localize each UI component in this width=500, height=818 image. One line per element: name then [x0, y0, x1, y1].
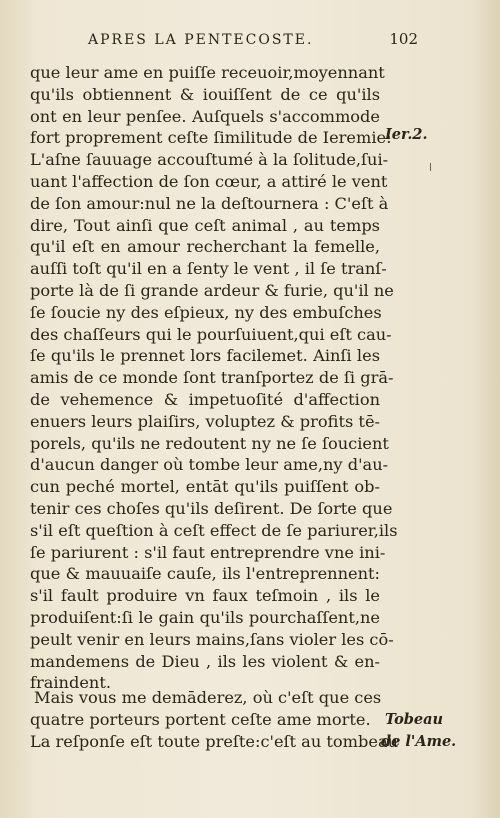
- text-line: Mais vous me demāderez, où c'eſt que ces: [34, 688, 382, 707]
- margin-note-jer: Ier.2.: [385, 126, 428, 143]
- running-header: [88, 30, 418, 48]
- margin-note-tombeau: Tobeau: [385, 711, 444, 728]
- main-paragraph: [30, 62, 398, 694]
- text-line: fraindent.: [30, 673, 112, 693]
- text-line: que leur ame en puiſſe receuoir,moyennant: [30, 63, 385, 82]
- text-line: porels, qu'ils ne redoutent ny ne ſe ſoucient: [30, 433, 389, 453]
- text-line: peult venir en leurs mains,ſans violer les cō-: [30, 629, 394, 649]
- text-line: de vehemence & impetuoſité d'affection: [30, 389, 380, 409]
- text-line: ſe pariurent : s'il faut entreprendre vne ini-: [30, 542, 386, 562]
- text-line: L'aſne ſauuage accouſtumé à la ſolitude,ſui-: [30, 150, 389, 170]
- text-line: s'il eſt queſtion à ceſt effect de ſe pariurer,ils: [30, 520, 398, 540]
- text-line: d'aucun danger où tombe leur ame,ny d'au-: [30, 455, 389, 475]
- text-line: tenir ces choſes qu'ils deſirent. De ſorte que: [30, 498, 393, 518]
- text-line: de ſon amour:nul ne la deſtournera : C'eſt à: [30, 193, 389, 213]
- text-line: ſe qu'ils le prennet lors facilemet. Ainſi les: [30, 346, 380, 366]
- text-line: qu'il eſt en amour recherchant la femelle,: [30, 237, 380, 257]
- text-line: La reſponſe eſt toute preſte:c'eſt au tombeau: [30, 731, 399, 751]
- text-line: s'il fault produire vn faux teſmoin , ils le: [30, 586, 380, 606]
- text-line: qu'ils obtiennent & iouiſſent de ce qu'ils: [30, 84, 380, 104]
- second-paragraph: [30, 687, 399, 752]
- text-line: enuers leurs plaiſirs, voluptez & profits tē-: [30, 411, 380, 431]
- text-line: uant l'affection de ſon cœur, a attiré le vent: [30, 171, 388, 191]
- text-line: porte là de ſi grande ardeur & furie, qu'il ne: [30, 280, 394, 300]
- text-line: dire, Tout ainſi que ceſt animal , au temps: [30, 215, 380, 235]
- text-line: produiſent:ſi le gain qu'ils pourchaſſent,ne: [30, 607, 380, 627]
- margin-note-ame: de l'Ame.: [381, 733, 457, 750]
- text-line: que & mauuaiſe cauſe, ils l'entreprennent:: [30, 564, 380, 584]
- text-line: auſſi toſt qu'il en a ſenty le vent , il ſe tranſ-: [30, 259, 387, 279]
- text-line: cun peché mortel, entāt qu'ils puiſſent ob-: [30, 477, 380, 497]
- text-line: quatre porteurs portent ceſte ame morte.: [30, 709, 371, 729]
- text-line: mandemens de Dieu , ils les violent & en-: [30, 651, 380, 671]
- text-line: amis de ce monde ſont tranſportez de ſi grā-: [30, 368, 394, 388]
- text-line: ont en leur penſee. Auſquels s'accommode: [30, 106, 380, 126]
- text-line: ſe ſoucie ny des eſpieux, ny des embuſches: [30, 302, 382, 322]
- running-title: APRES LA PENTECOSTE.: [88, 32, 314, 48]
- page-number: 102: [389, 30, 418, 48]
- text-line: des chaſſeurs qui le pourſuiuent,qui eſt cau-: [30, 324, 392, 344]
- text-line: fort proprement ceſte ſimilitude de Ieremie:: [30, 128, 392, 148]
- margin-mark: [430, 163, 431, 171]
